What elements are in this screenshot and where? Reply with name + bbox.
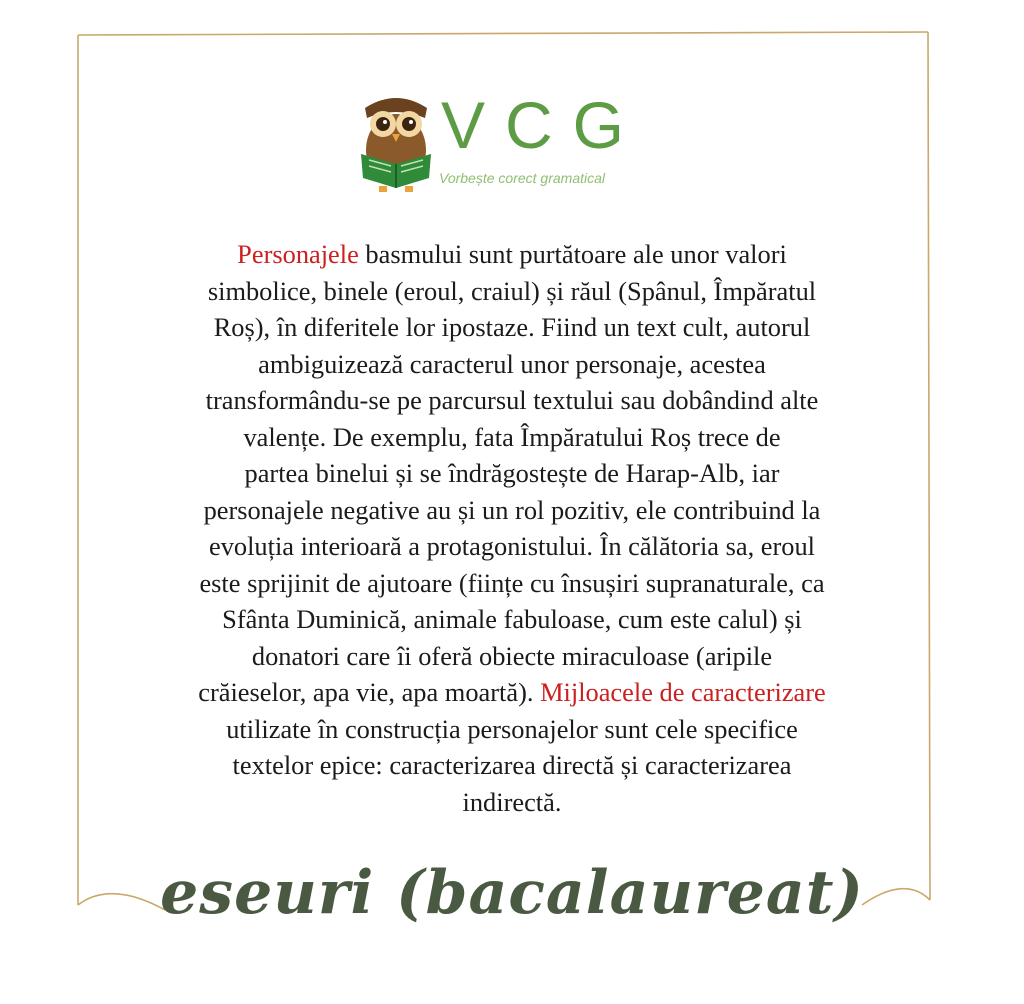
logo-tagline: Vorbește corect gramatical bbox=[439, 170, 605, 186]
keyword-mijloacele: Mijloacele de caracterizare bbox=[540, 677, 826, 707]
text-line bbox=[80, 236, 944, 273]
text-line: Sfânta Duminică, animale fabuloase, cum este calul) și bbox=[222, 604, 802, 634]
text-line: textelor epice: caracterizarea directă și caracterizarea bbox=[232, 750, 792, 780]
text-line: partea binelui și se îndrăgostește de Harap-Alb, iar bbox=[244, 458, 780, 488]
keyword-personajele: Personajele bbox=[237, 239, 359, 269]
text-line: Roș), în diferitele lor ipostaze. Fiind un text cult, autorul bbox=[213, 312, 811, 342]
text-fragment: crăieselor, apa vie, apa moartă). bbox=[198, 677, 541, 707]
text-line: este sprijinit de ajutoare (ființe cu însușiri supranaturale, ca bbox=[199, 567, 825, 598]
text-line: ambiguizează caracterul unor personaje, acestea bbox=[258, 348, 766, 379]
footer-title: eseuri (bacalaureat) bbox=[160, 858, 864, 928]
essay-paragraph bbox=[80, 236, 944, 820]
text-line: utilizate în construcția personajelor sunt cele specifice bbox=[226, 713, 798, 744]
text-line: simbolice, binele (eroul, craiul) și răul (Spânul, Împăratul bbox=[207, 275, 817, 306]
text-line bbox=[80, 674, 944, 711]
vcg-logo bbox=[355, 88, 645, 198]
text-line: donatori care îi oferă obiecte miraculoase (aripile bbox=[251, 640, 773, 671]
text-line: evoluția interioară a protagonistului. În călătoria sa, eroul bbox=[208, 531, 816, 561]
logo-brand-text: VCG bbox=[441, 88, 645, 162]
owl-reading-book-icon bbox=[355, 88, 437, 194]
text-line: indirectă. bbox=[462, 786, 562, 817]
text-line: transformându-se pe parcursul textului sau dobândind alte bbox=[205, 385, 819, 415]
text-fragment: basmului sunt purtătoare ale unor valori bbox=[358, 239, 787, 269]
text-line: personajele negative au și un rol pozitiv, ele contribuind la bbox=[203, 494, 821, 525]
text-line: valențe. De exemplu, fata Împăratului Roș trece de bbox=[243, 421, 781, 452]
